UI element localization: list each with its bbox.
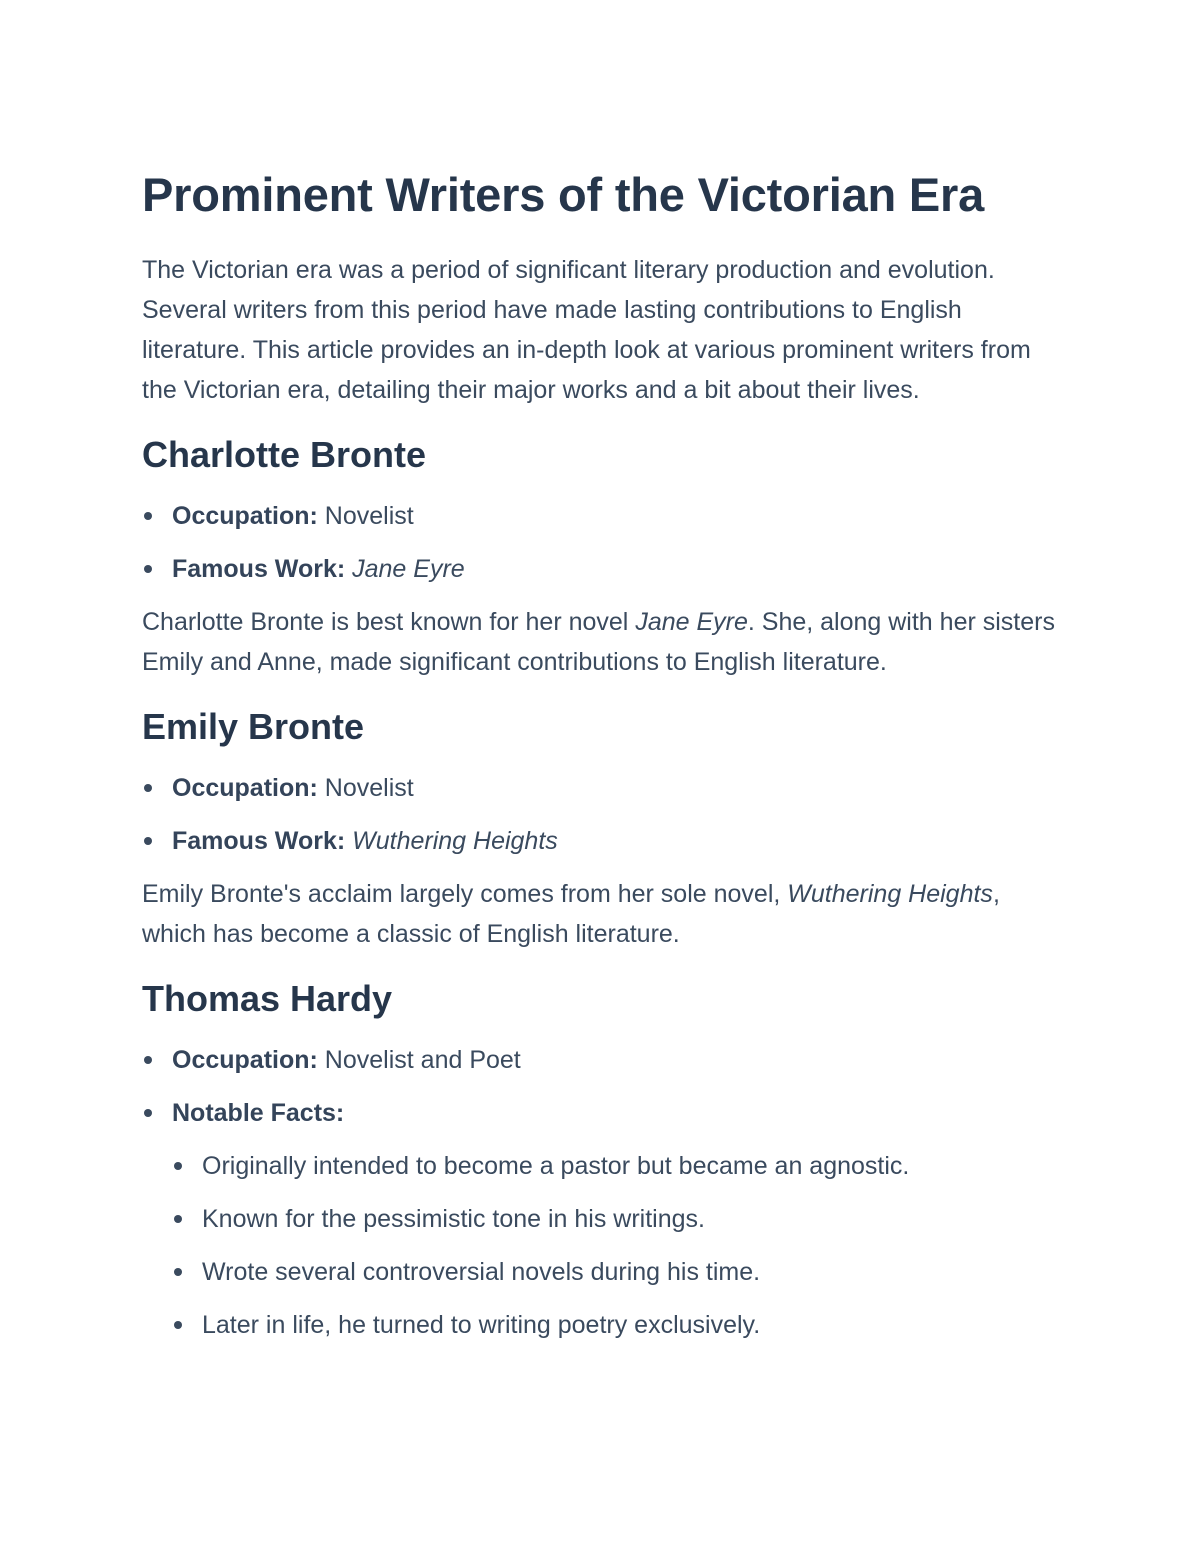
- fact-item: Later in life, he turned to writing poetry exclusively.: [172, 1305, 1060, 1345]
- page-title: Prominent Writers of the Victorian Era: [142, 168, 985, 221]
- description-text: . She, along with her sisters Emily and Anne, made significant contributions to English literature.: [142, 608, 1055, 676]
- description-text: Emily Bronte's acclaim largely comes from her sole novel,: [142, 880, 788, 908]
- list-item-occupation: [142, 1040, 1060, 1080]
- section-description: [142, 874, 1060, 954]
- section-description: [142, 602, 1060, 682]
- fact-item: Known for the pessimistic tone in his writings.: [172, 1199, 1060, 1239]
- section-charlotte-bronte: [142, 432, 1060, 682]
- section-thomas-hardy: [142, 976, 1060, 1345]
- occupation-value: Novelist and Poet: [324, 1046, 521, 1074]
- section-heading: Emily Bronte: [142, 706, 365, 747]
- intro-paragraph: The Victorian era was a period of significant literary production and evolution. Several writers from this period have made lasting contributions to English literature. This article provides an in-depth look at various prominent writers from the Victorian era, detailing their major works and a bit about their lives.: [142, 256, 1031, 404]
- details-list: [142, 768, 1060, 861]
- occupation-label: Occupation:: [172, 502, 318, 530]
- description-text: Charlotte Bronte is best known for her novel: [142, 608, 636, 636]
- notable-facts-list: [172, 1146, 1060, 1345]
- famous-work-value: Wuthering Heights: [352, 827, 558, 855]
- occupation-value: Novelist: [324, 502, 414, 530]
- list-item-occupation: [142, 496, 1060, 536]
- occupation-label: Occupation:: [172, 774, 318, 802]
- section-emily-bronte: [142, 704, 1060, 954]
- fact-item: Wrote several controversial novels during his time.: [172, 1252, 1060, 1292]
- list-item-notable-facts: [142, 1093, 1060, 1345]
- details-list: [142, 1040, 1060, 1345]
- list-item-occupation: [142, 768, 1060, 808]
- occupation-value: Novelist: [324, 774, 414, 802]
- notable-facts-label: Notable Facts:: [172, 1099, 345, 1127]
- famous-work-label: Famous Work:: [172, 827, 346, 855]
- description-text: , which has become a classic of English literature.: [142, 880, 1000, 948]
- description-work-title: Jane Eyre: [635, 608, 748, 636]
- famous-work-value: Jane Eyre: [352, 555, 465, 583]
- details-list: [142, 496, 1060, 589]
- list-item-famous-work: [142, 549, 1060, 589]
- fact-item: Originally intended to become a pastor but became an agnostic.: [172, 1146, 1060, 1186]
- section-heading: Charlotte Bronte: [142, 434, 427, 475]
- section-heading: Thomas Hardy: [142, 978, 393, 1019]
- occupation-label: Occupation:: [172, 1046, 318, 1074]
- famous-work-label: Famous Work:: [172, 555, 346, 583]
- description-work-title: Wuthering Heights: [787, 880, 993, 908]
- list-item-famous-work: [142, 821, 1060, 861]
